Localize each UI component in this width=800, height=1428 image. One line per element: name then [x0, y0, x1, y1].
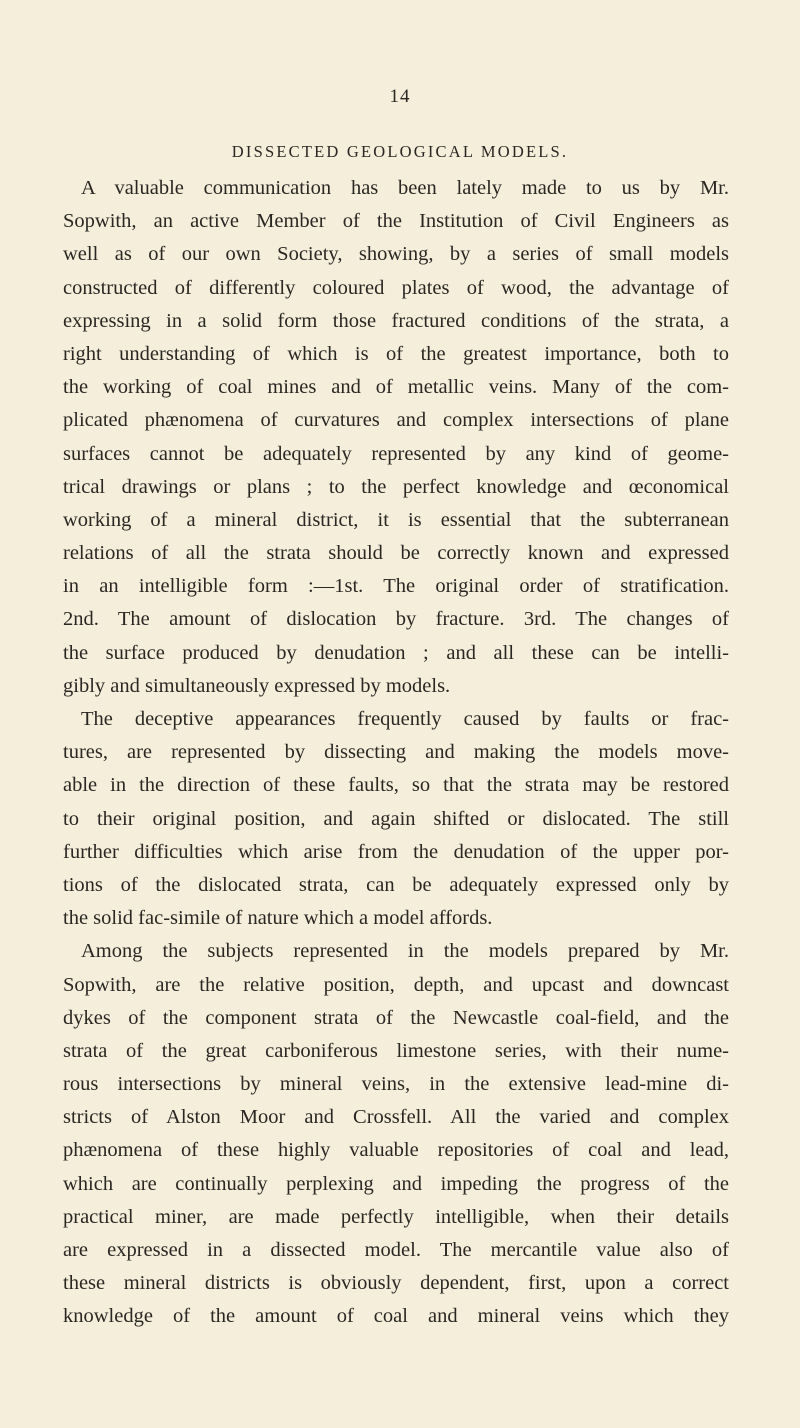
paragraph — [63, 935, 729, 1333]
text-line: the solid fac-simile of nature which a model affords. — [63, 907, 493, 930]
text-line: the surface produced by denudation ; and all these can be intelli- — [63, 641, 729, 664]
body-text — [63, 172, 729, 1334]
text-line: right understanding of which is of the greatest importance, both to — [63, 342, 729, 365]
text-line: well as of our own Society, showing, by a series of small models — [63, 243, 729, 266]
text-line: 2nd. The amount of dislocation by fracture. 3rd. The changes of — [63, 608, 729, 631]
text-line: further difficulties which arise from the denudation of the upper por- — [63, 840, 729, 863]
text-line: surfaces cannot be adequately represented by any kind of geome- — [63, 442, 729, 465]
text-line: Sopwith, are the relative position, depth, and upcast and downcast — [63, 973, 729, 996]
text-line: constructed of differently coloured plates of wood, the advantage of — [63, 276, 729, 299]
text-line: are expressed in a dissected model. The mercantile value also of — [63, 1239, 729, 1261]
text-line: practical miner, are made perfectly intelligible, when their details — [63, 1205, 729, 1228]
text-line: these mineral districts is obviously dependent, first, upon a correct — [63, 1272, 729, 1295]
text-line: tures, are represented by dissecting and making the models move- — [63, 741, 729, 764]
section-heading: DISSECTED GEOLOGICAL MODELS. — [231, 142, 569, 161]
text-line: expressing in a solid form those fractured conditions of the strata, a — [63, 309, 729, 332]
text-line: the working of coal mines and of metallic veins. Many of the com- — [63, 376, 729, 399]
text-line: able in the direction of these faults, so that the strata may be restored — [63, 774, 729, 797]
text-line: in an intelligible form :—1st. The original order of stratification. — [63, 575, 729, 598]
text-line: dykes of the component strata of the Newcastle coal-field, and the — [63, 1006, 729, 1029]
text-line: A valuable communication has been lately made to us by Mr. — [81, 177, 729, 199]
paragraph — [63, 703, 729, 935]
text-line: The deceptive appearances frequently caused by faults or frac- — [81, 708, 729, 730]
text-line: knowledge of the amount of coal and mineral veins which they — [63, 1305, 729, 1328]
text-line: gibly and simultaneously expressed by models. — [63, 674, 451, 697]
text-line: plicated phænomena of curvatures and complex intersections of plane — [63, 409, 729, 432]
page-number: 14 — [389, 86, 411, 107]
text-line: tions of the dislocated strata, can be adequately expressed only by — [63, 873, 729, 896]
paragraph — [63, 172, 729, 703]
text-line: rous intersections by mineral veins, in the extensive lead-mine di- — [63, 1073, 729, 1096]
text-line: to their original position, and again shifted or dislocated. The still — [63, 807, 729, 830]
text-line: phænomena of these highly valuable repositories of coal and lead, — [63, 1139, 729, 1162]
text-line: Sopwith, an active Member of the Institution of Civil Engineers as — [63, 210, 729, 233]
text-line: which are continually perplexing and impeding the progress of the — [63, 1172, 729, 1195]
text-line: Among the subjects represented in the models prepared by Mr. — [81, 940, 729, 963]
text-line: strata of the great carboniferous limestone series, with their nume- — [63, 1039, 729, 1062]
text-line: stricts of Alston Moor and Crossfell. All the varied and complex — [63, 1106, 729, 1129]
text-line: relations of all the strata should be correctly known and expressed — [63, 542, 729, 565]
text-line: working of a mineral district, it is essential that the subterranean — [63, 508, 729, 531]
text-line: trical drawings or plans ; to the perfect knowledge and œconomical — [63, 475, 729, 498]
